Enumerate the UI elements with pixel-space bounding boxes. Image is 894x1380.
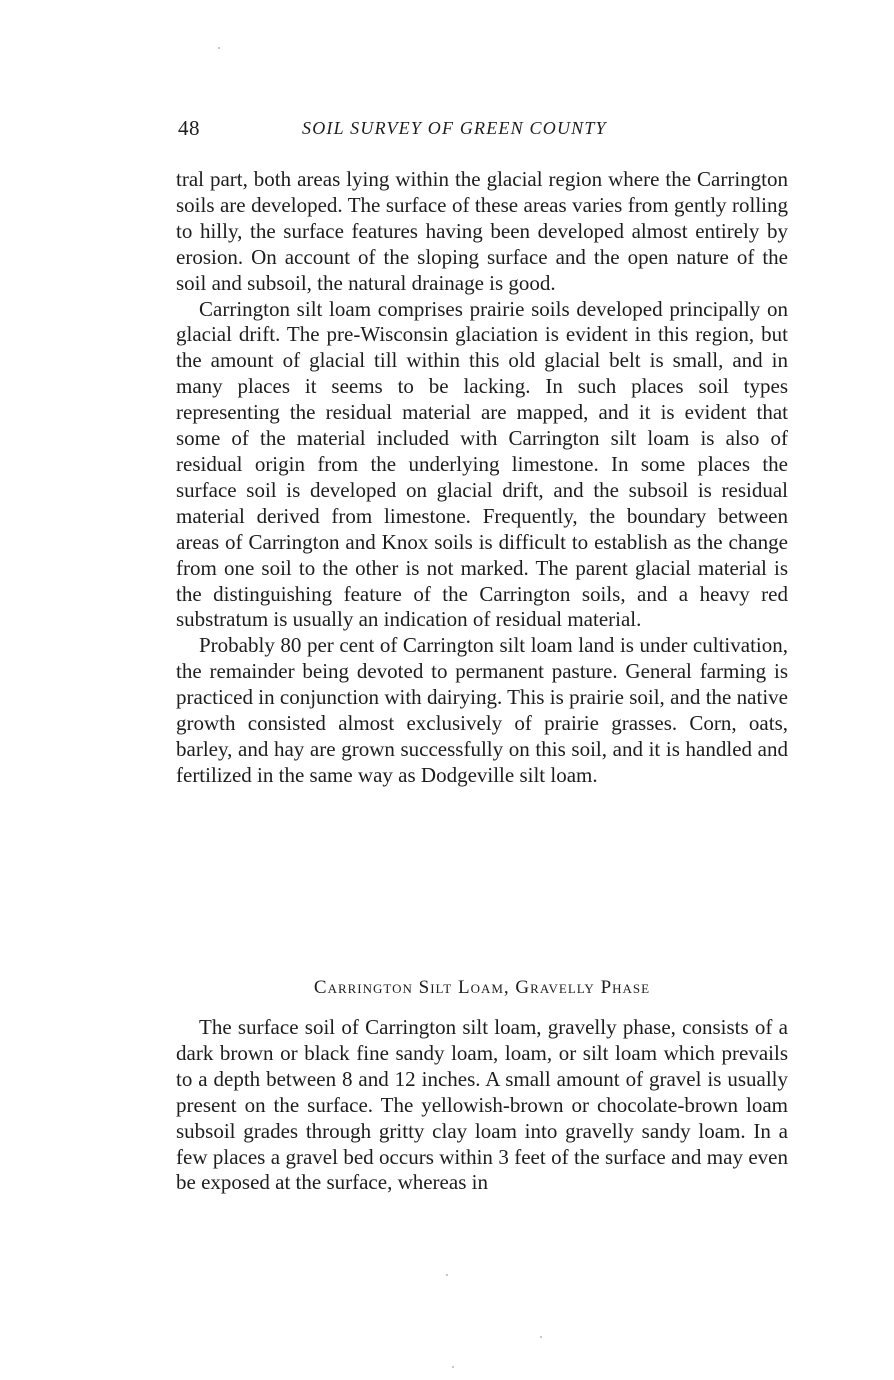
page-number: 48	[178, 116, 200, 140]
section-heading: Carrington Silt Loam, Gravelly Phase	[313, 977, 651, 998]
body-text	[176, 167, 788, 789]
paragraph-continued: tral part, both areas lying within the glacial region where the Carrington soils are developed. The surface of these areas varies from gently rolling to hilly, the surface features having been developed almost entirely by erosion. On account of the sloping surface and the open nature of the soil and subsoil, the natural drainage is good.	[176, 167, 788, 295]
paragraph: Probably 80 per cent of Carrington silt loam land is under cultivation, the remainder being devoted to permanent pasture. General farming is practiced in conjunction with dairying. This is prairie soil, and the native growth consisted almost exclusively of prairie grasses. Corn, oats, barley, and hay are grown successfully on this soil, and it is handled and fertilized in the same way as Dodgeville silt loam.	[176, 633, 788, 787]
running-header	[178, 116, 790, 146]
scan-speck	[218, 47, 220, 49]
paragraph: Carrington silt loam comprises prairie soils developed principally on glacial drift. The pre-Wisconsin glaciation is evident in this region, but the amount of glacial till within this old glacial belt is small, and in many places it seems to be lacking. In such places soil types representing the residual material are mapped, and it is evident that some of the material included with Carrington silt loam is also of residual origin from the underlying limestone. In some places the surface soil is developed on glacial drift, and the subsoil is residual material derived from limestone. Frequently, the boundary between areas of Carrington and Knox soils is difficult to establish as the change from one soil to the other is not marked. The parent glacial material is the distinguishing feature of the Carrington soils, and a heavy red substratum is usually an indication of residual material.	[176, 296, 788, 632]
running-title: SOIL SURVEY OF GREEN COUNTY	[302, 118, 607, 138]
section-body-text	[176, 1015, 788, 1196]
scan-speck	[540, 1336, 542, 1338]
scan-speck	[446, 1274, 448, 1276]
scan-speck	[452, 1366, 454, 1368]
paragraph: The surface soil of Carrington silt loam, gravelly phase, consists of a dark brown or black fine sandy loam, loam, or silt loam which prevails to a depth between 8 and 12 inches. A small amount of gravel is usually present on the surface. The yellowish-brown or chocolate-brown loam subsoil grades through gritty clay loam into gravelly sandy loam. In a few places a gravel bed occurs within 3 feet of the surface and may even be exposed at the surface, whereas in	[176, 1015, 788, 1195]
